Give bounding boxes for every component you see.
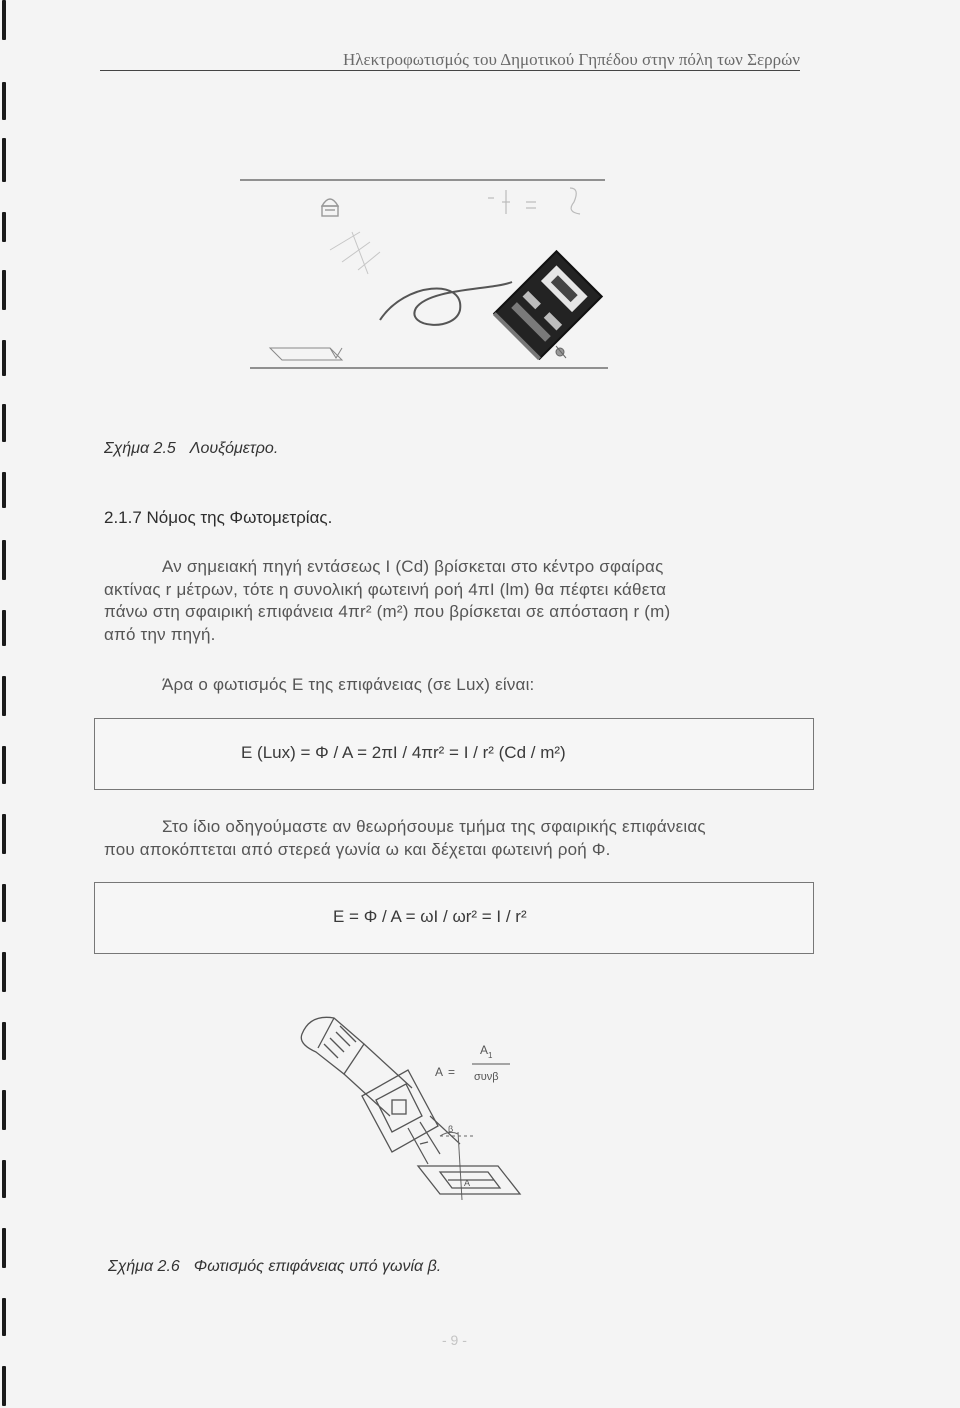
paragraph-line: Αν σημειακή πηγή εντάσεως Ι (Cd) βρίσκεται στο κέντρο σφαίρας xyxy=(162,557,664,576)
binding-edge xyxy=(0,0,18,1408)
angled-illuminance-figure xyxy=(290,1004,540,1204)
figure-caption-2-5 xyxy=(104,440,278,458)
binding-mark xyxy=(2,676,6,716)
figure-caption-2-6 xyxy=(108,1258,441,1276)
paragraph-line: πάνω στη σφαιρική επιφάνεια 4πr² (m²) που βρίσκεται σε απόσταση r (m) xyxy=(104,602,671,621)
label-beta: β xyxy=(448,1124,454,1134)
binding-mark xyxy=(2,952,6,992)
light-rays xyxy=(330,232,380,274)
faded-formula xyxy=(488,188,580,214)
formula-box-2 xyxy=(94,882,814,954)
meter-device xyxy=(494,251,601,358)
label-equals: = xyxy=(448,1065,456,1079)
formula-lux: Ε (Lux) = Φ / Α = 2πΙ / 4πr² = Ι / r² (Cd / m²) xyxy=(241,743,566,762)
binding-mark xyxy=(2,1228,6,1268)
paragraph-2 xyxy=(162,674,534,697)
formula-solid-angle: Ε = Φ / Α = ωΙ / ωr² = Ι / r² xyxy=(333,907,527,926)
running-header xyxy=(100,48,800,74)
binding-mark xyxy=(2,340,6,376)
label-a1-sub: 1 xyxy=(488,1051,493,1060)
binding-mark xyxy=(2,0,6,40)
paragraph-line: ακτίνας r μέτρων, τότε η συνολική φωτεινή ροή 4πΙ (lm) θα πέφτει κάθετα xyxy=(104,579,667,599)
meter-knob xyxy=(556,346,566,358)
label-cos-beta: συνβ xyxy=(474,1071,499,1083)
paragraph-3 xyxy=(104,816,706,861)
paragraph-1 xyxy=(104,556,670,646)
binding-mark xyxy=(2,814,6,854)
lamp-head-icon xyxy=(301,1017,364,1074)
binding-mark xyxy=(2,1298,6,1336)
binding-mark xyxy=(2,746,6,784)
caption-text: Λουξόμετρο. xyxy=(189,440,279,457)
paragraph-line: που αποκόπτεται από στερεά γωνία ω και δέχεται φωτεινή ροή Φ. xyxy=(104,839,611,859)
binding-mark xyxy=(2,540,6,580)
caption-number: Σχήμα 2.6 xyxy=(108,1258,180,1275)
normal-plane xyxy=(362,1070,438,1152)
binding-mark xyxy=(2,270,6,310)
binding-mark xyxy=(2,138,6,182)
page-number: - 9 - xyxy=(442,1332,467,1348)
binding-mark xyxy=(2,1090,6,1130)
sensor-plate xyxy=(270,348,342,360)
binding-mark xyxy=(2,1366,6,1406)
binding-mark xyxy=(2,472,6,508)
binding-mark xyxy=(2,82,6,120)
label-a: Α xyxy=(435,1065,444,1079)
header-title: Ηλεκτροφωτισμός του Δημοτικού Γηπέδου στην πόλη των Σερρών xyxy=(342,50,800,69)
header-rule xyxy=(100,70,800,71)
binding-mark xyxy=(2,404,6,442)
section-heading: 2.1.7 Νόμος της Φωτομετρίας. xyxy=(104,508,333,527)
label-a1: Α xyxy=(480,1043,489,1057)
caption-number: Σχήμα 2.5 xyxy=(104,440,176,457)
paragraph-line: Στο ίδιο οδηγούμαστε αν θεωρήσουμε τμήμα της σφαιρικής επιφάνειας xyxy=(162,817,706,836)
binding-mark xyxy=(2,1160,6,1198)
label-small-a: A xyxy=(464,1178,471,1188)
lamp-icon xyxy=(322,199,338,216)
paragraph-line: από την πηγή. xyxy=(104,624,216,644)
lux-meter-figure xyxy=(230,170,630,380)
paragraph-line: Άρα ο φωτισμός Ε της επιφάνειας (σε Lux) είναι: xyxy=(162,675,535,694)
binding-mark xyxy=(2,610,6,646)
binding-mark xyxy=(2,1022,6,1060)
binding-mark xyxy=(2,212,6,242)
binding-mark xyxy=(2,884,6,922)
formula-box-1 xyxy=(94,718,814,790)
meter-cable xyxy=(380,282,512,325)
caption-text: Φωτισμός επιφάνειας υπό γωνία β. xyxy=(193,1258,442,1275)
